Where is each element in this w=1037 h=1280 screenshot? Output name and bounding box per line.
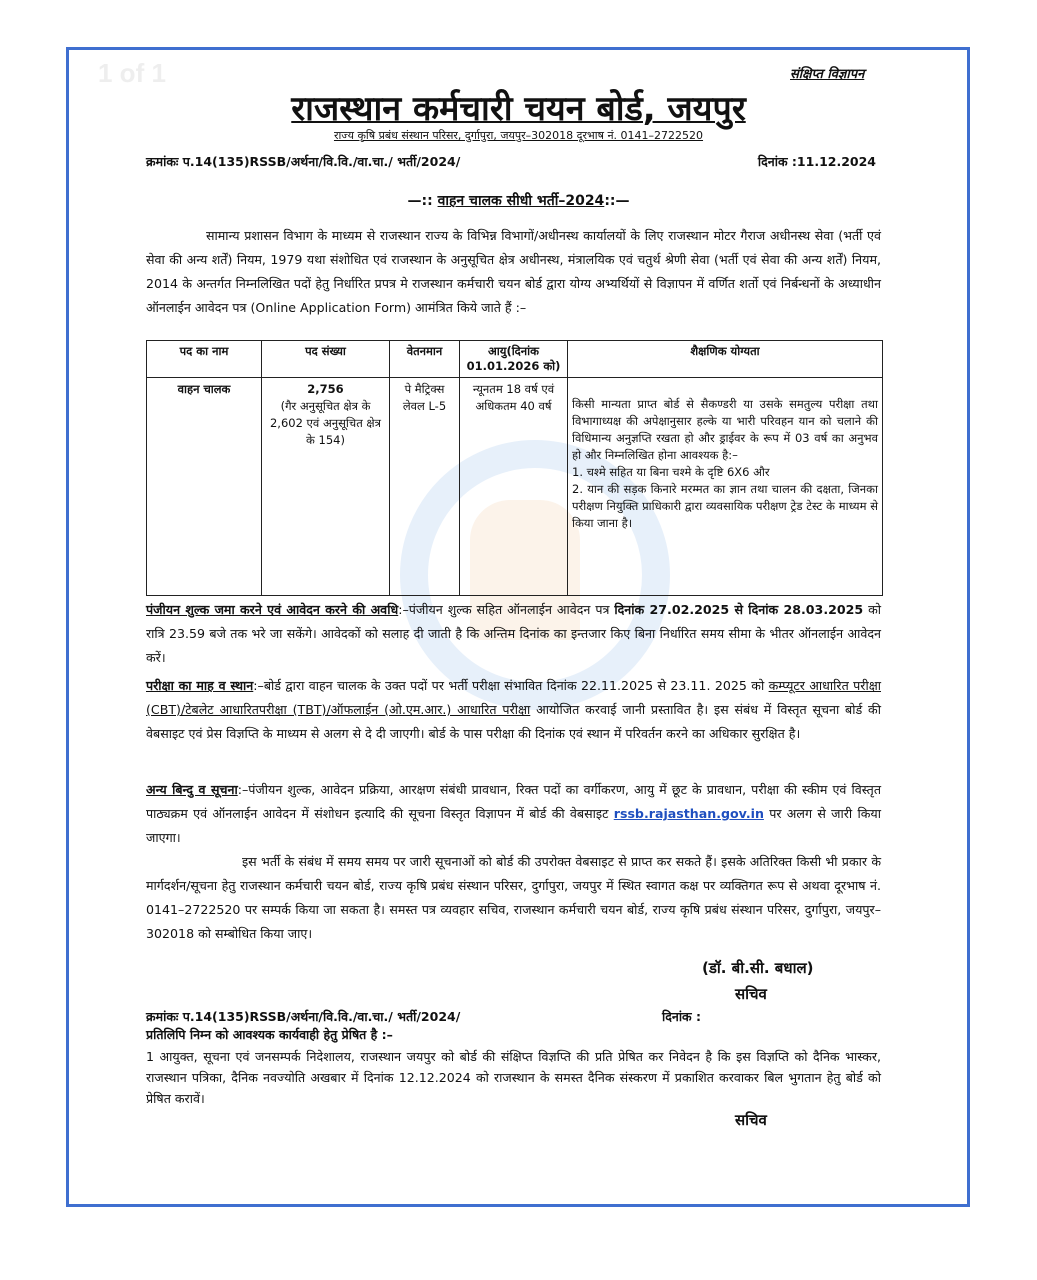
signatory-name: (डॉ. बी.सी. बधाल) [702, 959, 814, 977]
column-header: वेतनमान [390, 341, 460, 378]
column-header: पद संख्या [262, 341, 390, 378]
table-row [147, 378, 883, 596]
registration-section: पंजीयन शुल्क जमा करने एवं आवेदन करने की अवधि:–पंजीयन शुल्क सहित ऑनलाईन आवेदन पत्र दिनांक 27.02.2025 से दिनांक 28.03.2025 को रात्रि 23.59 बजे तक भरे जा सकेंगे। आवेदकों को सलाह दी जाती है कि अन्तिम दिनांक का इन्तजार किए बिना निर्धारित समय सीमा के भीतर ऑनलाईन आवेदन करें। [146, 602, 882, 665]
post-count: 2,756 (गैर अनुसूचित क्षेत्र के 2,602 एवं अनुसूचित क्षेत्र के 154) [262, 378, 390, 596]
other-info-label: अन्य बिन्दु व सूचना [146, 782, 238, 797]
contact-paragraph: इस भर्ती के संबंध में समय समय पर जारी सूचनाओं को बोर्ड की उपरोक्त वेबसाइट से प्राप्त कर सकते हैं। इसके अतिरिक्त किसी भी प्रकार के मार्गदर्शन/सूचना हेतु राजस्थान कर्मचारी चयन बोर्ड, राज्य कृषि प्रबंध संस्थान परिसर, दुर्गापुरा, जयपुर में स्थित स्वागत कक्ष पर व्यक्तिगत रूप से अथवा दूरभाष नं. 0141–2722520 पर सम्पर्क किया जा सकता है। समस्त पत्र व्यवहार सचिव, राजस्थान कर्मचारी चयन बोर्ड, राज्य कृषि प्रबंध संस्थान परिसर, दुर्गापुरा, जयपुर–302018 को सम्बोधित किया जाए। [146, 854, 881, 941]
column-header: शैक्षणिक योग्यता [568, 341, 883, 378]
posts-table [146, 340, 883, 596]
recruitment-heading: —:: वाहन चालक सीधी भर्ती–2024::— [407, 193, 630, 209]
copy-list-item: 1 आयुक्त, सूचना एवं जनसम्पर्क निदेशालय, राजस्थान जयपुर को बोर्ड की संक्षिप्त विज्ञप्ति की प्रति प्रेषित कर निवेदन है कि इस विज्ञप्ति को दैनिक भास्कर, राजस्थान पत्रिका, दैनिक नवज्योति अखबार में दिनांक 12.12.2024 को राजस्थान के समस्त दैनिक संस्करण में प्रकाशित करवाकर बिल भुगतान हेतु बोर्ड को प्रेषित करावें। [146, 1049, 881, 1106]
eligibility: किसी मान्यता प्राप्त बोर्ड से सैकण्डरी या उसके समतुल्य परीक्षा तथा विभागाध्यक्ष की अपेक्षानुसार हल्के या भारी परिवहन यान को चलाने की विधिमान्य अनुज्ञप्ति रखता हो और ड्राईवर के रूप में 03 वर्ष का अनुभव हो और निम्नलिखित होना आवश्यक है:– 1. चश्मे सहित या बिना चश्मे के दृष्टि 6X6 और 2. यान की सड़क किनारे मरम्मत का ज्ञान तथा चालन की दक्षता, जिनका परीक्षण नियुक्ति प्राधिकारी द्वारा व्यवसायिक परीक्षण ट्रेड टेस्ट के माध्यम से किया जाना है। [568, 378, 883, 596]
signatory-designation: सचिव [735, 985, 767, 1003]
exam-section: परीक्षा का माह व स्थान:–बोर्ड द्वारा वाहन चालक के उक्त पदों पर भर्ती परीक्षा संभावित दिनांक 22.11.2025 से 23.11. 2025 को कम्प्यूटर आधारित परीक्षा (CBT)/टेबलेट आधारितपरीक्षा (TBT)/ऑफलाईन (ओ.एम.आर.) आधारित परीक्षा आयोजित करवाई जानी प्रस्तावित है। इस संबंध में विस्तृत सूचना बोर्ड की वेबसाइट एवं प्रेस विज्ञप्ति के माध्यम से अलग से दे दी जाएगी। बोर्ड के पास परीक्षा की दिनांक एवं स्थान में परिवर्तन करने का अधिकार सुरक्षित है। [146, 678, 881, 741]
page-title: राजस्थान कर्मचारी चयन बोर्ड, जयपुर [291, 89, 746, 129]
registration-dates: दिनांक 27.02.2025 से दिनांक 28.03.2025 [614, 602, 864, 617]
pay-scale: पे मैट्रिक्स लेवल L-5 [390, 378, 460, 596]
brief-ad-label: संक्षिप्त विज्ञापन [790, 67, 865, 82]
copy-to-heading: प्रतिलिपि निम्न को आवश्यक कार्यवाही हेतु प्रेषित है :– [146, 1027, 393, 1042]
footer-date: दिनांक : [662, 1009, 702, 1024]
table-header-row [147, 341, 883, 378]
registration-label: पंजीयन शुल्क जमा करने एवं आवेदन करने की अवधि [146, 602, 399, 617]
exam-mode: कम्प्यूटर आधारित परीक्षा (CBT)/टेबलेट आधारितपरीक्षा (TBT)/ऑफलाईन (ओ.एम.आर.) आधारित परीक्षा [146, 678, 881, 717]
issue-date: दिनांक :11.12.2024 [757, 154, 876, 169]
column-header: पद का नाम [147, 341, 262, 378]
website-link[interactable]: rssb.rajasthan.gov.in [613, 806, 764, 821]
reference-number: क्रमांकः प.14(135)RSSB/अर्थना/वि.वि./वा.चा./ भर्ती/2024/ [146, 154, 461, 169]
intro-paragraph: सामान्य प्रशासन विभाग के माध्यम से राजस्थान राज्य के विभिन्न विभागों/अधीनस्थ कार्यालयों के लिए राजस्थान मोटर गैराज अधीनस्थ सेवा (भर्ती एवं सेवा की अन्य शर्तें) नियम, 1979 यथा संशोधित एवं राजस्थान के अनुसूचित क्षेत्र अधीनस्थ, मंत्रालयिक एवं चतुर्थ श्रेणी सेवा (भर्ती एवं सेवा की अन्य शर्तें) नियम, 2014 के अन्तर्गत निम्नलिखित पदों हेतु निर्धारित प्रपत्र मे राजस्थान कर्मचारी चयन बोर्ड द्वारा योग्य अभ्यर्थियों से विज्ञापन में वर्णित शर्तो एवं निर्बन्धनों के अध्याधीन ऑनलाईन आवेदन पत्र (Online Application Form) आमंत्रित किये जाते हैं :– [146, 228, 881, 315]
recruitment-title: वाहन चालक सीधी भर्ती–2024 [437, 193, 605, 209]
exam-label: परीक्षा का माह व स्थान [146, 678, 254, 693]
reference-line [146, 153, 876, 170]
page-indicator: 1 of 1 [98, 58, 166, 88]
other-info-section: अन्य बिन्दु व सूचना:–पंजीयन शुल्क, आवेदन प्रक्रिया, आरक्षण संबंधी प्रावधान, रिक्त पदों का वर्गीकरण, आयु में छूट के प्रावधान, परीक्षा की स्कीम एवं विस्तृत पाठ्यक्रम एवं ऑनलाईन आवेदन में संशोधन इत्यादि की सूचना विस्तृत विज्ञापन में बोर्ड की वेबसाइट rssb.rajasthan.gov.in पर अलग से जारी किया जाएगा। इस भर्ती के संबंध में समय समय पर जारी सूचनाओं को बोर्ड की उपरोक्त वेबसाइट से प्राप्त कर सकते हैं। इसके अतिरिक्त किसी भी प्रकार के मार्गदर्शन/सूचना हेतु राजस्थान कर्मचारी चयन बोर्ड, राज्य कृषि प्रबंध संस्थान परिसर, दुर्गापुरा, जयपुर में स्थित स्वागत कक्ष पर व्यक्तिगत रूप से अथवा दूरभाष नं. 0141–2722520 पर सम्पर्क किया जा सकता है। समस्त पत्र व्यवहार सचिव, राजस्थान कर्मचारी चयन बोर्ड, राज्य कृषि प्रबंध संस्थान परिसर, दुर्गापुरा, जयपुर–302018 को सम्बोधित किया जाए। [146, 782, 881, 941]
footer-signature: सचिव [735, 1111, 767, 1129]
age-limit: न्यूनतम 18 वर्ष एवं अधिकतम 40 वर्ष [460, 378, 568, 596]
footer-reference-number: क्रमांकः प.14(135)RSSB/अर्थना/वि.वि./वा.चा./ भर्ती/2024/ [146, 1009, 461, 1024]
column-header: आयु(दिनांक 01.01.2026 को) [460, 341, 568, 378]
post-name: वाहन चालक [147, 378, 262, 596]
office-address: राज्य कृषि प्रबंध संस्थान परिसर, दुर्गापुरा, जयपुर–302018 दूरभाष नं. 0141–2722520 [333, 129, 704, 142]
